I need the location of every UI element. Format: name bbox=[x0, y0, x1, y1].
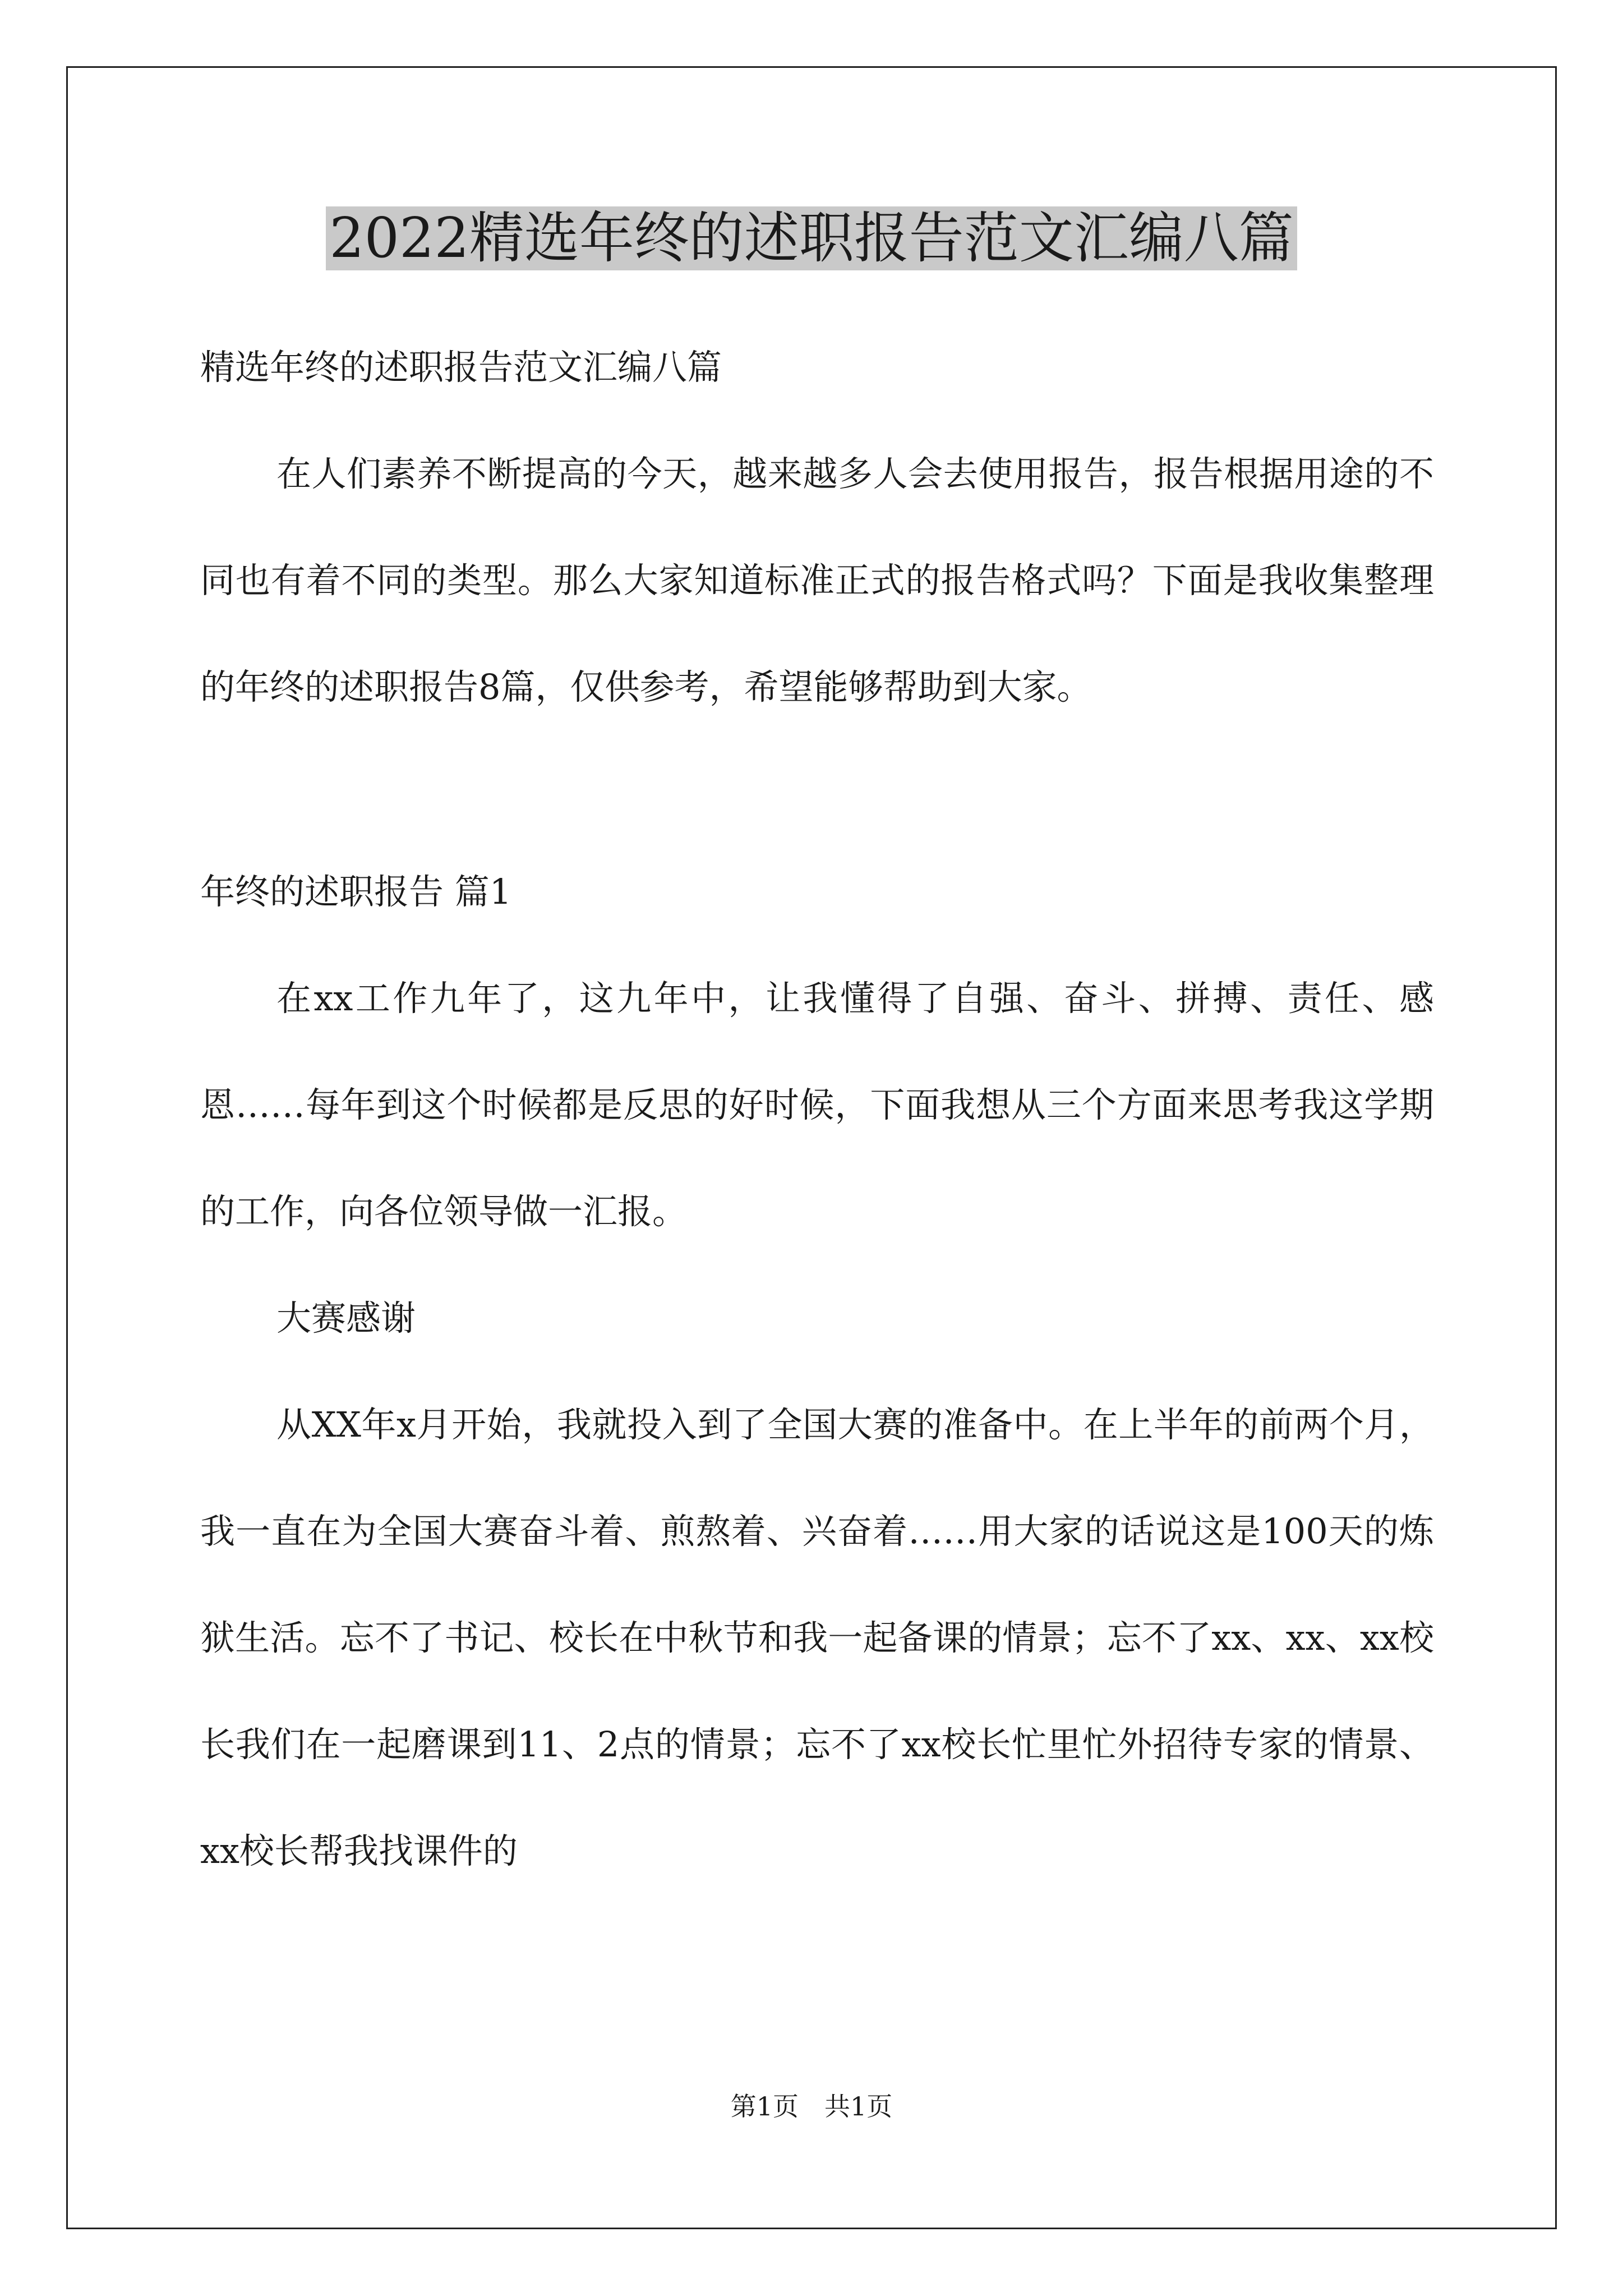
page-footer: 第1页 共1页 bbox=[730, 2091, 893, 2122]
document-title-text: 2022精选年终的述职报告范文汇编八篇 bbox=[326, 206, 1297, 270]
section-paragraph: 从XX年x月开始，我就投入到了全国大赛的准备中。在上半年的前两个月，我一直在为全国大赛奋斗着、煎熬着、兴奋着……用大家的话说这是100天的炼狱生活。忘不了书记、校长在中秋节和我一起备课的情景；忘不了xx、xx、xx校长我们在一起磨课到11、2点的情景；忘不了xx校长忙里忙外招待专家的情景、xx校长帮我找课件的 bbox=[200, 1404, 1434, 1871]
subheading: 大赛感谢 bbox=[276, 1297, 416, 1338]
document-title bbox=[0, 196, 1623, 280]
section-heading: 年终的述职报告 篇1 bbox=[200, 871, 512, 912]
section-paragraph: 在xx工作九年了，这九年中，让我懂得了自强、奋斗、拼搏、责任、感恩……每年到这个时候都是反思的好时候，下面我想从三个方面来思考我这学期的工作，向各位领导做一汇报。 bbox=[200, 978, 1434, 1232]
document-body bbox=[200, 314, 1434, 1904]
document-subtitle: 精选年终的述职报告范文汇编八篇 bbox=[200, 347, 722, 388]
intro-paragraph: 在人们素养不断提高的今天，越来越多人会去使用报告，报告根据用途的不同也有着不同的类型。那么大家知道标准正式的报告格式吗？下面是我收集整理的年终的述职报告8篇，仅供参考，希望能够帮助到大家。 bbox=[200, 453, 1434, 707]
